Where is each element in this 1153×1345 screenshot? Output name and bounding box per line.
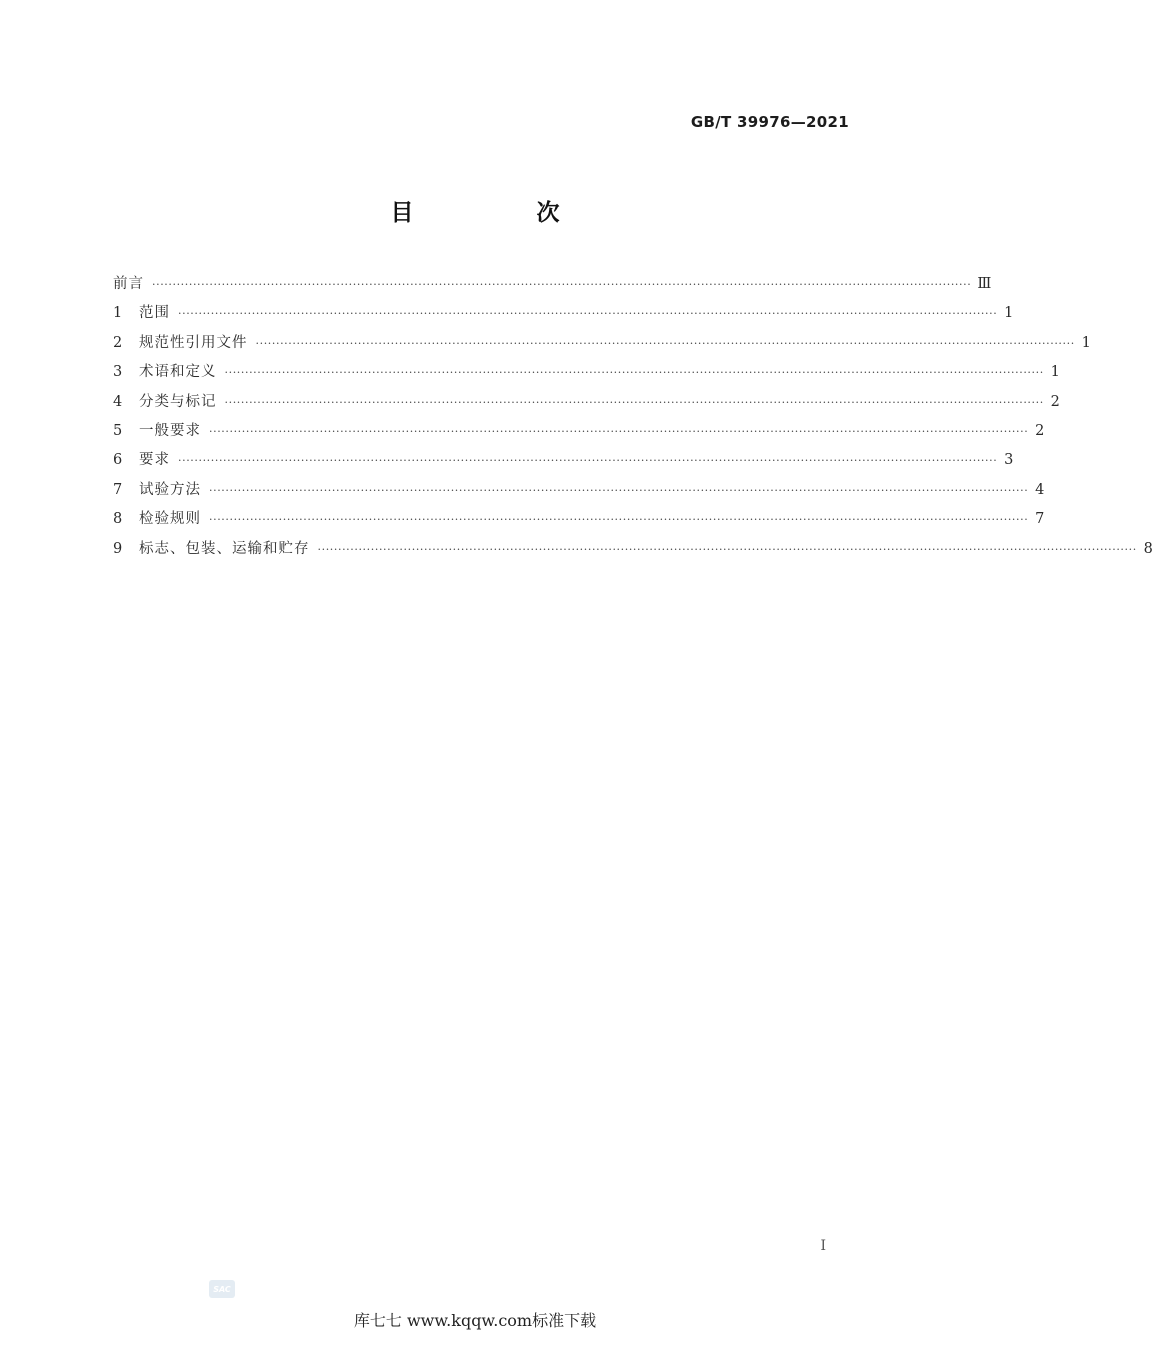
toc-leader-dots: ········································································································································································································ (209, 424, 1029, 438)
toc-leader-dots: ········································································································································································································ (178, 454, 998, 468)
standard-code: GB/T 39976—2021 (690, 113, 849, 131)
toc-entry-3[interactable] (113, 360, 1060, 389)
toc-entry-number: 4 (113, 393, 123, 410)
toc-entry-number: 1 (113, 305, 123, 322)
toc-entry-7[interactable] (113, 478, 1045, 507)
toc-entry-page: 4 (1035, 481, 1045, 498)
toc-entry-number: 3 (113, 364, 123, 381)
toc-entry-label: 标志、包装、运输和贮存 (139, 540, 310, 557)
toc-entry-page: 1 (1081, 334, 1091, 351)
toc-leader-dots: ········································································································································································································ (317, 542, 1137, 556)
toc-entry-8[interactable] (113, 507, 1045, 536)
toc-entry-page: 1 (1050, 364, 1060, 381)
toc-entry-foreword[interactable] (113, 272, 992, 301)
toc-entry-5[interactable] (113, 419, 1045, 448)
toc-entry-label: 范围 (139, 305, 170, 322)
toc-entry-number: 5 (113, 422, 123, 439)
toc-leader-dots: ········································································································································································································ (209, 513, 1029, 527)
download-footer: 库七七 www.kqqw.com标准下载 (353, 1311, 597, 1330)
toc-entry-label: 一般要求 (139, 422, 201, 439)
toc-leader-dots: ········································································································································································································ (152, 278, 972, 291)
toc-entry-label: 规范性引用文件 (139, 334, 248, 351)
toc-entry-page: 8 (1143, 540, 1153, 557)
sac-logo-text: SAC (213, 1284, 231, 1294)
toc-entry-6[interactable] (113, 448, 1014, 477)
toc-entry-1[interactable] (113, 301, 1014, 330)
toc-entry-number: 7 (113, 481, 123, 498)
toc-entry-label: 术语和定义 (139, 364, 217, 381)
table-of-contents (113, 272, 1153, 566)
toc-entry-number: 9 (113, 540, 123, 557)
toc-entry-label: 分类与标记 (139, 393, 217, 410)
toc-entry-label: 检验规则 (139, 511, 201, 528)
toc-entry-page: 2 (1050, 393, 1060, 410)
toc-entry-label: 试验方法 (139, 481, 201, 498)
toc-entry-page: 2 (1035, 422, 1045, 439)
page-number: I (820, 1238, 826, 1254)
toc-entry-9[interactable] (113, 537, 1153, 566)
toc-entry-label: 要求 (139, 452, 170, 469)
toc-entry-label: 前言 (113, 276, 144, 292)
sac-watermark-logo (209, 1280, 235, 1298)
toc-entry-page: 3 (1004, 452, 1014, 469)
toc-leader-dots: ········································································································································································································ (255, 336, 1075, 350)
toc-leader-dots: ········································································································································································································ (178, 307, 998, 321)
toc-entry-page: 1 (1004, 305, 1014, 322)
toc-entry-page: 7 (1035, 511, 1045, 528)
toc-leader-dots: ········································································································································································································ (224, 366, 1044, 380)
toc-entry-4[interactable] (113, 390, 1060, 419)
toc-entry-number: 2 (113, 334, 123, 351)
toc-entry-page: Ⅲ (977, 276, 992, 292)
toc-leader-dots: ········································································································································································································ (224, 395, 1044, 409)
toc-entry-number: 6 (113, 452, 123, 469)
toc-leader-dots: ········································································································································································································ (209, 483, 1029, 497)
page-title: 目 次 (390, 200, 610, 226)
toc-entry-2[interactable] (113, 331, 1091, 360)
toc-entry-number: 8 (113, 511, 123, 528)
